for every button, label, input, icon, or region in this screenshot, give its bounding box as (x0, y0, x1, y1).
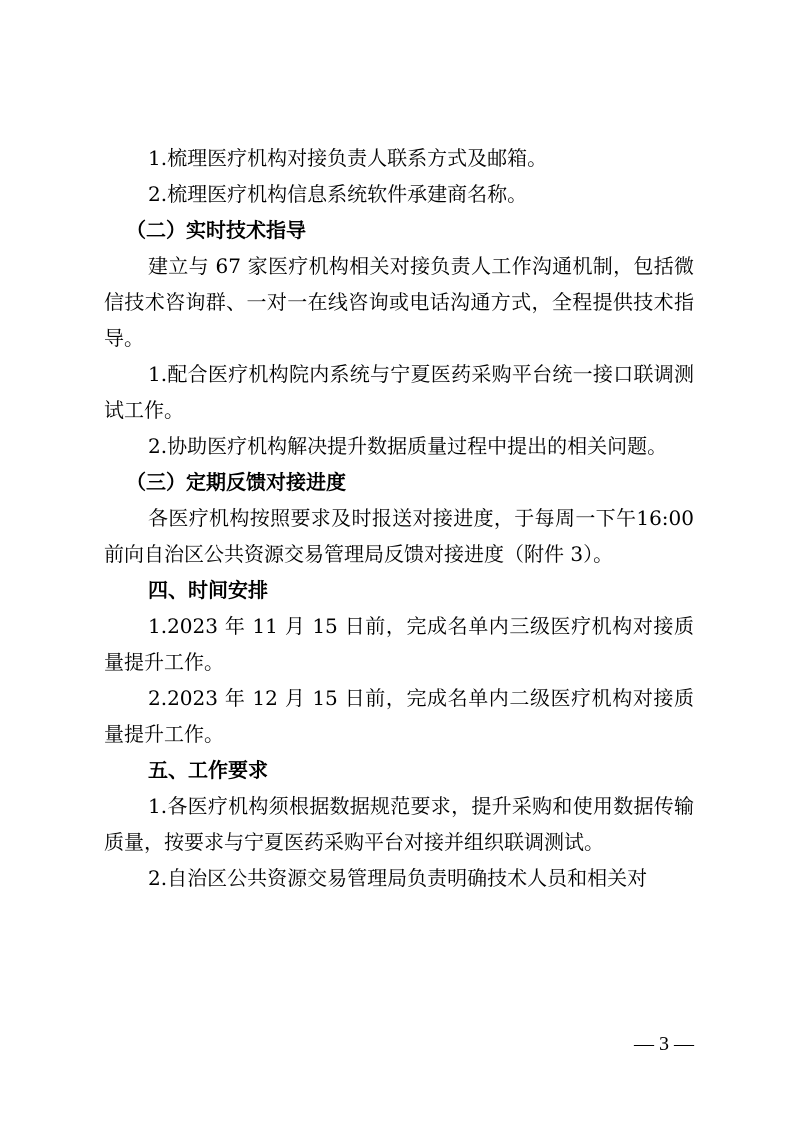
paragraph-contact-info: 1.梳理医疗机构对接负责人联系方式及邮箱。 (148, 146, 548, 170)
section-heading-requirements: 五、工作要求 (148, 758, 268, 782)
paragraph-interface-testing: 1.配合医疗机构院内系统与宁夏医药采购平台统一接口联调测试工作。 (104, 362, 694, 422)
section-heading-schedule: 四、时间安排 (148, 578, 268, 602)
paragraph-requirement-tech-staff: 2.自治区公共资源交易管理局负责明确技术人员和相关对 (148, 866, 648, 890)
paragraph-schedule-tier3: 1.2023 年 11 月 15 日前，完成名单内三级医疗机构对接质量提升工作。 (104, 614, 694, 674)
paragraph-weekly-report: 各医疗机构按照要求及时报送对接进度，于每周一下午16:00 前向自治区公共资源交易管理局反馈对接进度（附件 3）。 (104, 506, 694, 566)
paragraph-software-vendor: 2.梳理医疗机构信息系统软件承建商名称。 (148, 182, 528, 206)
paragraph-communication-mechanism: 建立与 67 家医疗机构相关对接负责人工作沟通机制，包括微信技术咨询群、一对一在线咨询或电话沟通方式，全程提供技术指导。 (104, 254, 694, 350)
section-heading-progress-feedback: （三）定期反馈对接进度 (126, 470, 346, 494)
section-heading-realtime-guidance: （二）实时技术指导 (126, 218, 306, 242)
paragraph-schedule-tier2: 2.2023 年 12 月 15 日前，完成名单内二级医疗机构对接质量提升工作。 (104, 686, 694, 746)
paragraph-requirement-data-spec: 1.各医疗机构须根据数据规范要求，提升采购和使用数据传输质量，按要求与宁夏医药采购平台对接并组织联调测试。 (104, 794, 694, 854)
document-body (104, 140, 694, 896)
page-number: — 3 — (634, 1033, 694, 1055)
paragraph-data-quality-issues: 2.协助医疗机构解决提升数据质量过程中提出的相关问题。 (148, 434, 668, 458)
